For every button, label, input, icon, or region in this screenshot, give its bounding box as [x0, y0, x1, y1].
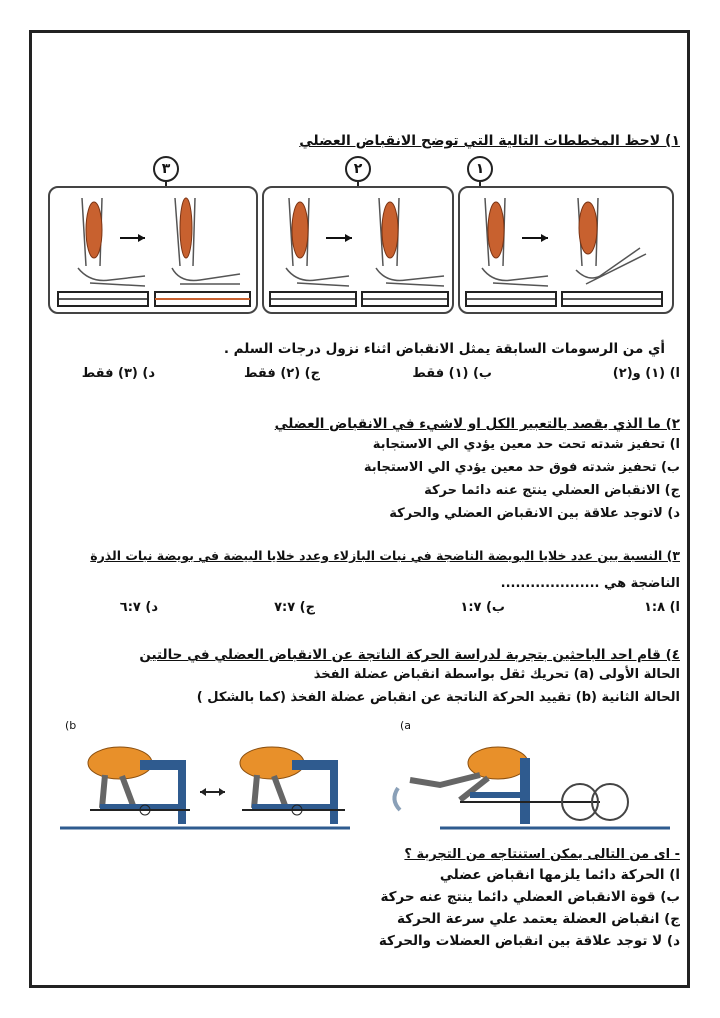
person-left	[88, 747, 190, 824]
figure-b-restricted	[60, 730, 350, 840]
q4-option-a[interactable]: ا) الحركة دائما يلزمها انقباض عضلي	[439, 867, 680, 883]
figure-label-2: ٢	[345, 156, 371, 182]
q3-line1: ٣) النسبة بين عدد خلايا البويضة الناضجة في نبات البازلاء وعدد خلايا البيضة في بويضة نبات الذرة	[90, 548, 680, 563]
q1-option-d[interactable]: د) (٣) فقط	[81, 366, 155, 381]
figure-b-label: b)	[65, 719, 77, 732]
curved-arrow-icon	[394, 788, 400, 810]
person-right	[240, 747, 345, 824]
muscle-shape	[86, 202, 102, 258]
q3-option-c[interactable]: ج) ٧:٧	[274, 600, 315, 615]
q1-option-a[interactable]: ا) (١) و(٢)	[612, 366, 680, 381]
q3-option-b[interactable]: ب) ١:٧	[460, 600, 505, 615]
arrow-icon	[138, 234, 145, 242]
muscle-figure-3	[48, 186, 258, 314]
q2-title: ٢) ما الذي يقصد بالتعبير الكل او لاشيء في الانقباض العضلي	[274, 416, 680, 432]
figure-a-movement	[380, 730, 670, 840]
q3-option-d[interactable]: د) ٦:٧	[119, 600, 158, 615]
arrow-icon	[345, 234, 352, 242]
q2-option-c[interactable]: ج) الانقباض العضلي ينتج عنه دائما حركة	[424, 483, 680, 498]
q1-title: ١) لاحظ المخططات التالية التي توضح الانقباض العضلي	[299, 133, 680, 149]
q3-option-a[interactable]: ا) ١:٨	[643, 600, 680, 615]
q2-option-b[interactable]: ب) تحفيز شدته فوق حد معين يؤدي الي الاستجابة	[363, 460, 680, 475]
q2-option-a[interactable]: ا) تحفيز شدته تحت حد معين يؤدي الي الاستجابة	[372, 437, 680, 452]
muscle-figure-1	[458, 186, 674, 314]
q4-case1: الحالة الأولى (a) تحريك ثقل بواسطة انقباض عضلة الفخذ	[313, 667, 680, 682]
muscle-figure-2	[262, 186, 454, 314]
q4-title: ٤) قام احد الباحثين بتجربة لدراسة الحركة الناتجة عن الانقباض العضلي في حالتين	[139, 647, 680, 663]
figure-a-label: a)	[400, 719, 412, 732]
figure-label-1: ١	[467, 156, 493, 182]
q4-option-d[interactable]: د) لا توجد علاقة بين انقباض العضلات والحركة	[378, 933, 680, 949]
q4-question: - اى من التالى يمكن استنتاجه من التجربة ؟	[404, 847, 680, 862]
q4-case2: الحالة الثانية (b) تقييد الحركة الناتجة عن انقباض عضلة الفخذ (كما بالشكل )	[196, 690, 680, 705]
q1-option-c[interactable]: ج) (٢) فقط	[244, 366, 320, 381]
q3-line2: الناضجة هي ....................	[500, 576, 680, 591]
figure-label-3: ٣	[153, 156, 179, 182]
q4-option-b[interactable]: ب) قوة الانقباض العضلي دائما ينتج عنه حركة	[380, 889, 680, 905]
q1-question: أي من الرسومات السابقة يمثل الانقباض اثناء نزول درجات السلم .	[223, 341, 665, 357]
q2-option-d[interactable]: د) لاتوجد علاقة بين الانقباض العضلي والحركة	[389, 506, 680, 521]
q4-option-c[interactable]: ج) انقباض العضلة يعتمد علي سرعة الحركة	[397, 911, 680, 927]
q1-option-b[interactable]: ب) (١) فقط	[412, 366, 492, 381]
arrow-icon	[541, 234, 548, 242]
